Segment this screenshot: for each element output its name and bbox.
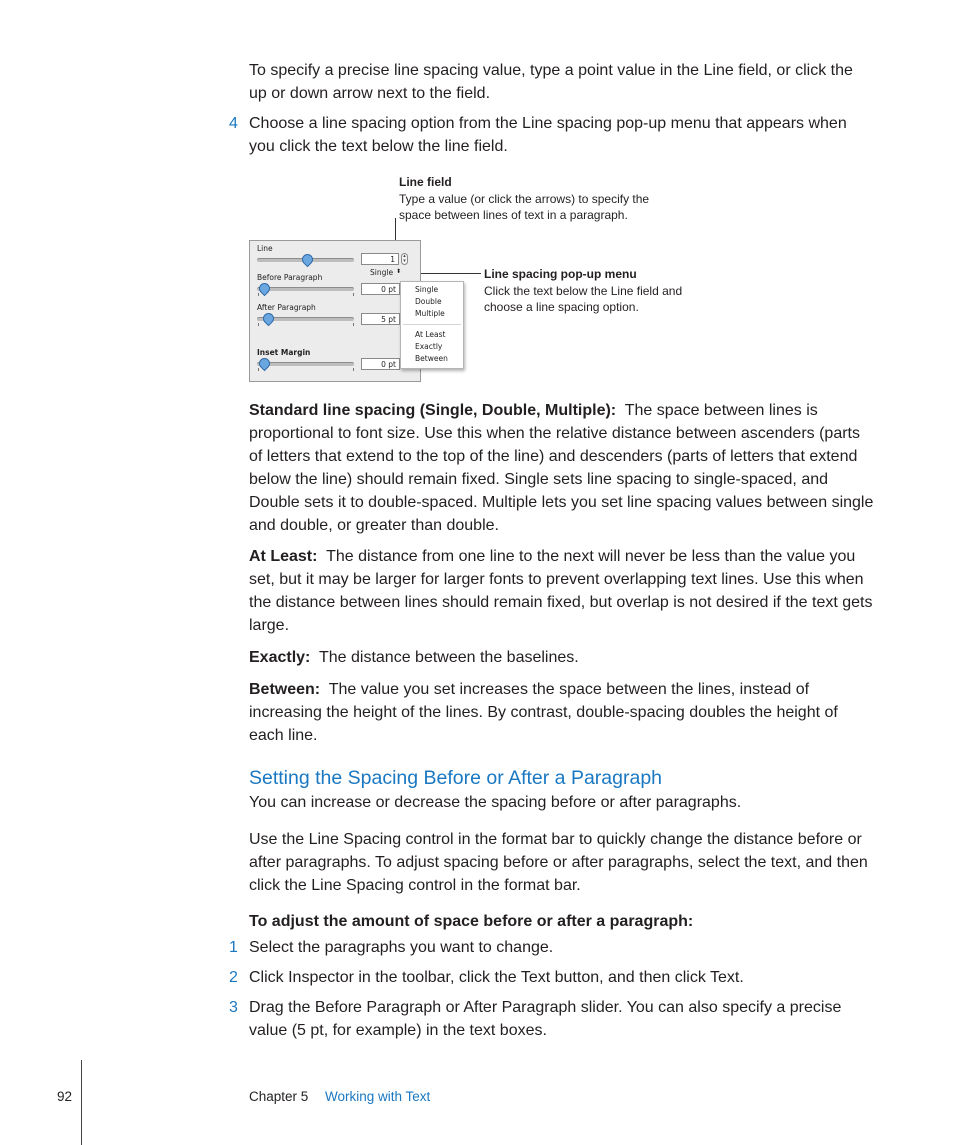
page-number: 92 xyxy=(57,1089,73,1104)
line-label: Line xyxy=(257,244,273,253)
step-text: Drag the Before Paragraph or After Paragraph slider. You can also specify a precise value (5 pt, for example) in the text boxes. xyxy=(249,999,842,1039)
before-paragraph-field[interactable]: 0 pt xyxy=(361,283,400,295)
popup-callout xyxy=(484,266,684,316)
spacing-inspector-panel xyxy=(249,240,421,382)
definition-term: Between: xyxy=(249,681,321,698)
slider-ticks xyxy=(258,368,354,371)
section-heading: Setting the Spacing Before or After a Paragraph xyxy=(249,767,663,789)
after-paragraph-label: After Paragraph xyxy=(257,303,316,312)
callout-title: Line spacing pop-up menu xyxy=(484,267,637,281)
after-paragraph-field[interactable]: 5 pt xyxy=(361,313,400,325)
inset-margin-slider[interactable] xyxy=(257,362,354,366)
step-number: 2 xyxy=(229,969,238,986)
step-number: 1 xyxy=(229,939,238,956)
definition-term: Standard line spacing (Single, Double, Multiple): xyxy=(249,402,617,419)
line-slider-knob[interactable] xyxy=(300,252,316,268)
inset-margin-field[interactable]: 0 pt xyxy=(361,358,400,370)
callout-title: Line field xyxy=(399,175,452,189)
menu-item-exactly[interactable]: Exactly xyxy=(415,342,443,351)
definition-term: At Least: xyxy=(249,548,318,565)
menu-item-at-least[interactable]: At Least xyxy=(415,330,446,339)
inset-margin-label: Inset Margin xyxy=(257,348,311,357)
task-title: To adjust the amount of space before or after a paragraph: xyxy=(249,913,694,930)
definition-text: The distance between the baselines. xyxy=(318,649,579,666)
section-paragraph: Use the Line Spacing control in the format bar to quickly change the distance before or after paragraphs. To adjust spacing before or after paragraphs, select the text, and then click the Line Spacing control in the format bar. xyxy=(249,831,868,894)
step-number: 4 xyxy=(229,115,238,132)
definition-standard xyxy=(249,399,874,537)
slider-ticks xyxy=(258,323,354,326)
menu-item-between[interactable]: Between xyxy=(415,354,448,363)
menu-separator xyxy=(403,324,461,325)
footer-chapter-title[interactable]: Working with Text xyxy=(325,1089,431,1104)
definition-term: Exactly: xyxy=(249,649,311,666)
definition-between xyxy=(249,678,874,747)
menu-item-multiple[interactable]: Multiple xyxy=(415,309,445,318)
definition-text: The space between lines is proportional to font size. Use this when the relative distance between ascenders (parts of letters that extend to the top of the line) and descenders (parts of letters that extend below the line) should remain fixed. Single sets line spacing to single-spaced, and Double sets it to double-spaced. Multiple lets you set line spacing values between single and double, or greater than double. xyxy=(249,402,874,534)
before-paragraph-slider[interactable] xyxy=(257,287,354,291)
definition-text: The distance from one line to the next will never be less than the value you set, but it may be larger for larger fonts to prevent overlapping text lines. Use this when the distance between lines should remain fixed, but overlap is not desired if the text gets large. xyxy=(249,548,873,634)
menu-item-double[interactable]: Double xyxy=(415,297,442,306)
step-text: Click Inspector in the toolbar, click the Text button, and then click Text. xyxy=(249,969,744,986)
intro-paragraph: To specify a precise line spacing value, type a point value in the Line field, or click the up or down arrow next to the field. xyxy=(249,62,853,102)
callout-text: Click the text below the Line field and choose a line spacing option. xyxy=(484,283,683,314)
step-text: Select the paragraphs you want to change. xyxy=(249,939,554,956)
line-spacing-popup-trigger[interactable]: Single xyxy=(370,268,394,277)
slider-ticks xyxy=(258,293,354,296)
section-paragraph: You can increase or decrease the spacing before or after paragraphs. xyxy=(249,794,742,811)
definition-exactly xyxy=(249,646,874,669)
footer-chapter: Chapter 5 xyxy=(249,1089,309,1104)
updown-arrow-icon: ⬍ xyxy=(396,268,402,275)
before-paragraph-label: Before Paragraph xyxy=(257,273,323,282)
menu-item-single[interactable]: Single xyxy=(415,285,439,294)
callout-text: Type a value (or click the arrows) to specify the space between lines of text in a paragraph. xyxy=(399,191,650,222)
definition-at-least xyxy=(249,545,874,637)
line-field[interactable]: 1 xyxy=(361,253,399,265)
line-stepper[interactable]: ▴ ▾ xyxy=(401,253,408,265)
line-field-callout xyxy=(399,174,679,224)
step-number: 3 xyxy=(229,999,238,1016)
step-text: Choose a line spacing option from the Line spacing pop-up menu that appears when you click the text below the line field. xyxy=(249,115,847,155)
line-spacing-popup-menu xyxy=(400,281,464,369)
footer-rule xyxy=(81,1060,82,1145)
definition-text: The value you set increases the space between the lines, instead of increasing the height of the lines. By contrast, double-spacing doubles the height of each line. xyxy=(249,681,838,744)
